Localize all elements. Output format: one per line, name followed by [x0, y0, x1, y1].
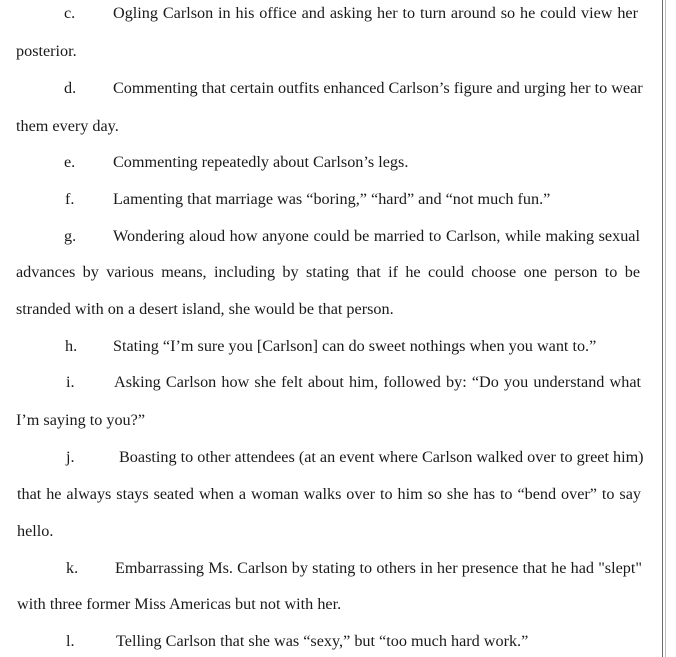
- item-text-line: advances by various means, including by stating that if he could choose one person to be: [16, 263, 640, 281]
- item-text-line: hello.: [17, 522, 54, 540]
- item-text-line: Lamenting that marriage was “boring,” “hard” and “not much fun.”: [113, 190, 551, 208]
- item-text-line: Wondering aloud how anyone could be married to Carlson, while making sexual: [113, 227, 640, 245]
- item-text-line: I’m saying to you?”: [16, 411, 146, 429]
- item-text-line: Telling Carlson that she was “sexy,” but “too much hard work.”: [116, 632, 529, 650]
- item-letter: f.: [65, 190, 75, 208]
- item-letter: i.: [66, 373, 75, 391]
- item-letter: d.: [64, 79, 77, 97]
- item-text-line: posterior.: [16, 42, 77, 60]
- item-text-line: Commenting that certain outfits enhanced Carlson’s figure and urging her to wear: [113, 79, 643, 97]
- item-text-line: Stating “I’m sure you [Carlson] can do sweet nothings when you want to.”: [113, 337, 597, 355]
- item-letter: k.: [66, 559, 79, 577]
- item-letter: j.: [66, 448, 75, 466]
- item-letter: l.: [66, 632, 75, 650]
- item-letter: c.: [64, 4, 76, 22]
- item-letter: g.: [64, 227, 77, 245]
- item-text-line: Boasting to other attendees (at an event where Carlson walked over to greet him): [119, 448, 644, 466]
- item-text-line: Asking Carlson how she felt about him, followed by: “Do you understand what: [114, 373, 641, 391]
- item-letter: h.: [65, 337, 78, 355]
- item-text-line: Embarrassing Ms. Carlson by stating to others in her presence that he had "slept": [115, 559, 642, 577]
- page-edge-shadow: [665, 0, 666, 657]
- item-text-line: with three former Miss Americas but not with her.: [17, 595, 342, 613]
- item-text-line: Commenting repeatedly about Carlson’s legs.: [113, 153, 409, 171]
- item-text-line: stranded with on a desert island, she would be that person.: [16, 300, 394, 318]
- item-text-line: them every day.: [16, 117, 119, 135]
- page-edge-line: [662, 0, 663, 657]
- item-letter: e.: [64, 153, 76, 171]
- item-text-line: Ogling Carlson in his office and asking her to turn around so he could view her: [113, 4, 638, 22]
- item-text-line: that he always stays seated when a woman walks over to him so she has to “bend over” to say: [17, 485, 641, 503]
